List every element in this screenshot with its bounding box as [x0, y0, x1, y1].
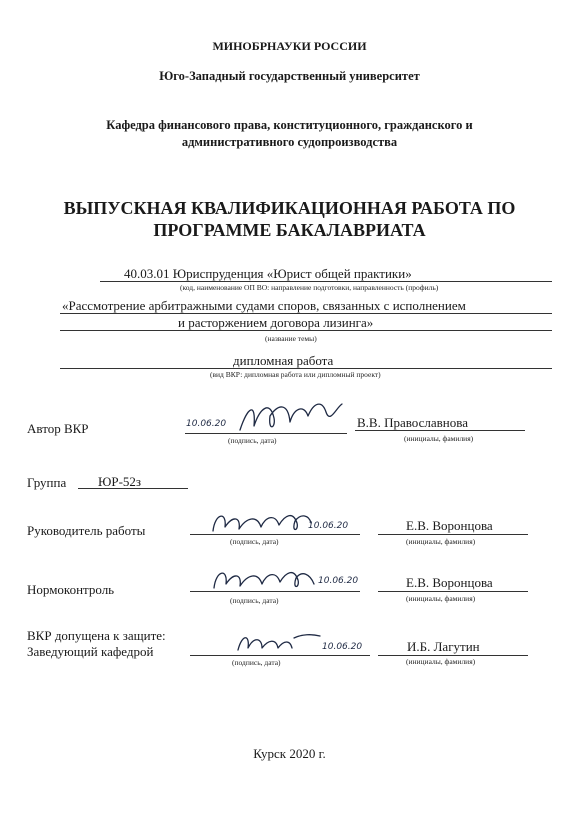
- topic-caption: (название темы): [265, 334, 317, 343]
- author-name-underline: [355, 430, 525, 431]
- work-title-line-1: ВЫПУСКНАЯ КВАЛИФИКАЦИОННАЯ РАБОТА ПО: [63, 198, 516, 218]
- admission-signature: [232, 628, 322, 658]
- work-title-line-2: ПРОГРАММЕ БАКАЛАВРИАТА: [153, 220, 426, 240]
- city-year: Курск 2020 г.: [253, 746, 326, 761]
- program-value: 40.03.01 Юриспруденция «Юрист общей практики»: [124, 266, 412, 281]
- admission-signature-date: 10.06.20: [322, 642, 363, 652]
- supervisor-signature: [205, 505, 315, 539]
- admission-name-underline: [378, 655, 528, 656]
- admission-name-caption: (инициалы, фамилия): [406, 657, 476, 666]
- group-value: ЮР-52з: [98, 474, 142, 489]
- admission-signature-caption: (подпись, дата): [232, 658, 281, 667]
- group-label: Группа: [27, 475, 67, 490]
- university-name: Юго-Западный государственный университет: [159, 69, 420, 83]
- normcontrol-name: Е.В. Воронцова: [406, 575, 493, 590]
- program-underline: [100, 281, 552, 282]
- admission-label-line-1: ВКР допущена к защите:: [27, 628, 166, 643]
- author-name-caption: (инициалы, фамилия): [404, 434, 474, 443]
- supervisor-name: Е.В. Воронцова: [406, 518, 493, 533]
- topic-line-2: и расторжением договора лизинга»: [178, 315, 374, 330]
- author-signature-caption: (подпись, дата): [228, 436, 277, 445]
- program-caption: (код, наименование ОП ВО: направление подготовки, направленность (профиль): [180, 283, 439, 292]
- normcontrol-label: Нормоконтроль: [27, 582, 115, 597]
- work-type-underline: [60, 368, 552, 369]
- department-line-2: административного судопроизводства: [181, 135, 398, 149]
- topic-underline-1: [60, 313, 552, 314]
- author-name: В.В. Православнова: [357, 415, 468, 430]
- admission-label-line-2: Заведующий кафедрой: [27, 644, 154, 659]
- normcontrol-name-underline: [378, 591, 528, 592]
- author-signature-date: 10.06.20: [186, 419, 227, 429]
- topic-underline-2: [60, 330, 552, 331]
- work-type-value: дипломная работа: [233, 353, 334, 368]
- admission-name: И.Б. Лагутин: [407, 639, 480, 654]
- supervisor-name-caption: (инициалы, фамилия): [406, 537, 476, 546]
- normcontrol-signature-date: 10.06.20: [318, 576, 359, 586]
- supervisor-signature-caption: (подпись, дата): [230, 537, 279, 546]
- work-type-caption: (вид ВКР: дипломная работа или дипломный проект): [210, 370, 381, 379]
- supervisor-name-underline: [378, 534, 528, 535]
- department-line-1: Кафедра финансового права, конституционного, гражданского и: [106, 118, 473, 132]
- author-label: Автор ВКР: [27, 421, 89, 436]
- normcontrol-signature-caption: (подпись, дата): [230, 596, 279, 605]
- author-signature: [230, 398, 350, 438]
- supervisor-label: Руководитель работы: [27, 523, 146, 538]
- supervisor-signature-date: 10.06.20: [308, 521, 349, 531]
- normcontrol-signature: [208, 562, 318, 596]
- ministry-heading: МИНОБРНАУКИ РОССИИ: [212, 39, 367, 53]
- topic-line-1: «Рассмотрение арбитражными судами споров, связанных с исполнением: [62, 298, 466, 313]
- normcontrol-name-caption: (инициалы, фамилия): [406, 594, 476, 603]
